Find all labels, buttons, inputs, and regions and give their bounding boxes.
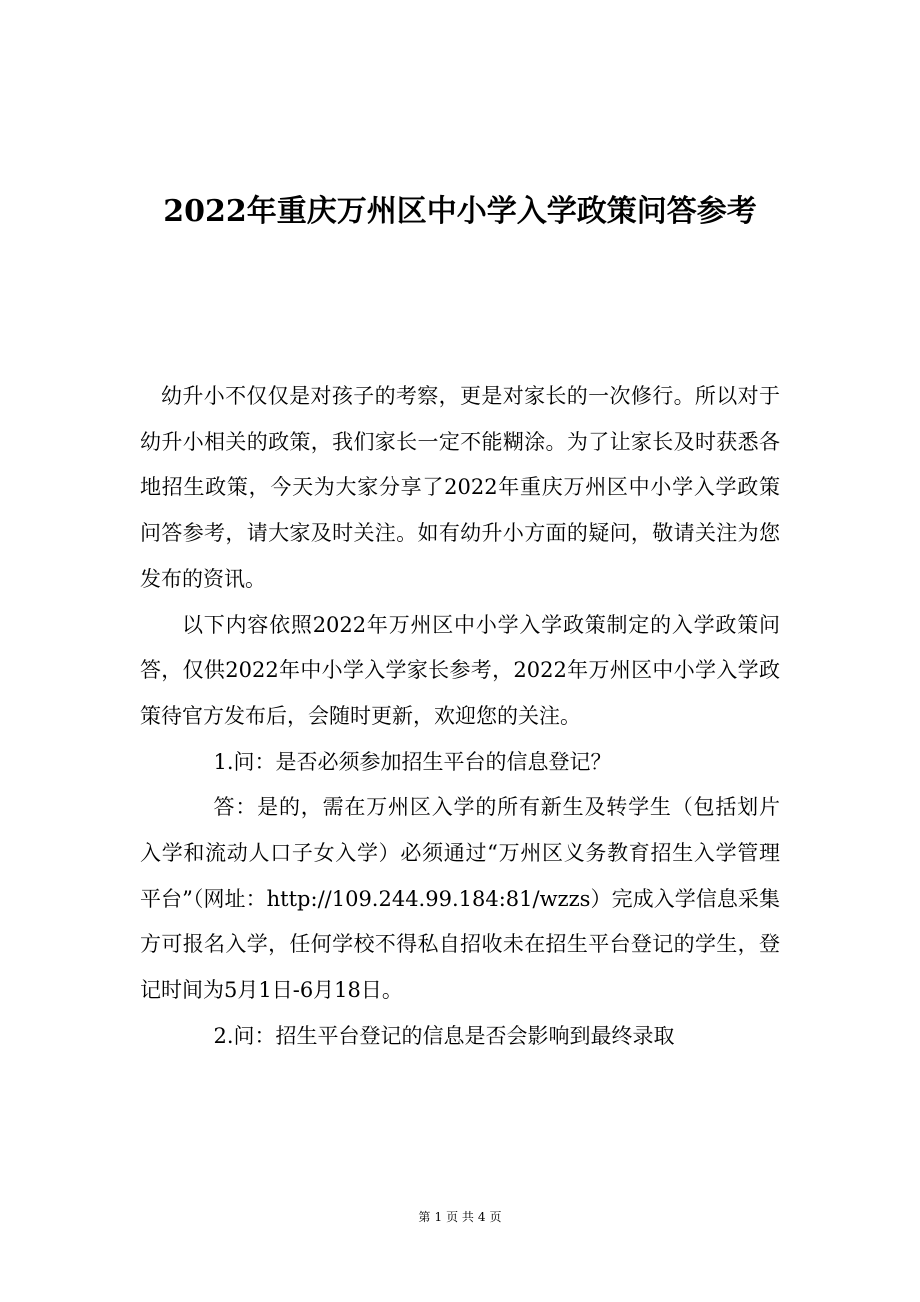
answer-1: 答：是的，需在万州区入学的所有新生及转学生（包括划片入学和流动人口子女入学）必须通过“万州区义务教育招生入学管理平台”（网址：http://109.244.99.184:81/wzzs）完成入学信息采集方可报名入学，任何学校不得私自招收未在招生平台登记的学生，登记时间为5月1日-6月18日。	[140, 795, 780, 1003]
footer-total-pages: 4	[477, 1210, 486, 1224]
intro-paragraph: 幼升小不仅仅是对孩子的考察，更是对家长的一次修行。所以对于幼升小相关的政策，我们家长一定不能糊涂。为了让家长及时获悉各地招生政策，今天为大家分享了2022年重庆万州区中小学入学政策问答参考，请大家及时关注。如有幼升小方面的疑问，敬请关注为您发布的资讯。	[140, 384, 780, 591]
question-2: 2.问：招生平台登记的信息是否会影响到最终录取	[213, 1023, 675, 1048]
scope-paragraph: 以下内容依照2022年万州区中小学入学政策制定的入学政策问答，仅供2022年中小学入学家长参考，2022年万州区中小学入学政策待官方发布后，会随时更新，欢迎您的关注。	[140, 612, 780, 728]
footer-middle: 页 共	[446, 1210, 474, 1224]
footer-prefix: 第	[418, 1210, 431, 1224]
footer-page-number: 1	[434, 1210, 443, 1224]
document-title: 2022年重庆万州区中小学入学政策问答参考	[163, 194, 757, 229]
document-body	[140, 374, 780, 1060]
question-1: 1.问：是否必须参加招生平台的信息登记？	[213, 749, 612, 774]
footer-suffix: 页	[489, 1210, 502, 1224]
page-footer	[0, 1208, 920, 1226]
